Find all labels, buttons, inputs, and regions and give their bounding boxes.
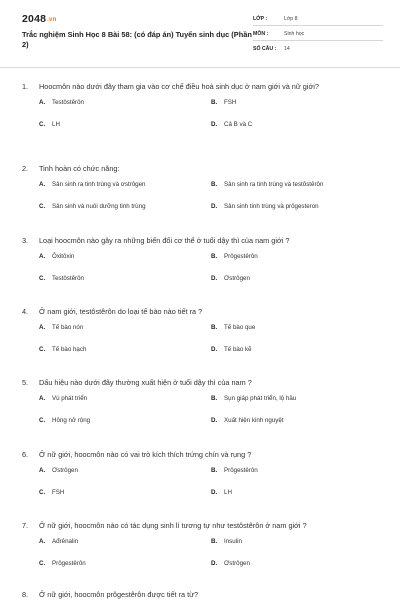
option-b[interactable]: B. Sản sinh ra tinh trùng và testôstêrôn	[211, 180, 324, 188]
question-number: 6.	[22, 450, 29, 459]
option-b[interactable]: B. Tế bào que	[211, 323, 256, 331]
question-stem	[22, 164, 382, 175]
option-b[interactable]: B. Sụn giáp phát triển, lộ hầu	[211, 394, 297, 402]
answer-options	[22, 253, 382, 293]
option-c[interactable]: C. Hông nở rộng	[39, 416, 91, 424]
question-number: 1.	[22, 82, 29, 91]
answer-options	[22, 99, 382, 139]
question-stem	[22, 307, 382, 318]
document-title: Trắc nghiệm Sinh Học 8 Bài 58: (có đáp án) Tuyển sinh dục (Phần 2)	[22, 30, 252, 49]
option-d[interactable]: D. LH	[211, 488, 232, 496]
option-d[interactable]: D. Sản sinh tinh trùng và prôgesteron	[211, 202, 319, 210]
option-b[interactable]: B. Insulin	[211, 537, 242, 545]
meta-value: Lớp 8	[284, 16, 298, 22]
option-c[interactable]: C. Tế bào hạch	[39, 345, 87, 353]
question-stem	[22, 378, 382, 389]
question-4	[22, 307, 382, 364]
logo-text: 2048	[22, 13, 47, 25]
option-c[interactable]: C. LH	[39, 120, 60, 128]
option-d[interactable]: D. Ơstrôgen	[211, 559, 250, 567]
meta-label: LỚP :	[253, 16, 268, 22]
option-d[interactable]: D. Ơstrôgen	[211, 274, 250, 282]
option-a[interactable]: A. Testôstêrôn	[39, 98, 84, 106]
document-header	[0, 0, 400, 68]
question-number: 3.	[22, 236, 29, 245]
option-b[interactable]: B. Prôgestêrôn	[211, 252, 258, 260]
site-logo[interactable]	[22, 13, 56, 25]
question-6	[22, 450, 382, 507]
question-stem	[22, 236, 382, 247]
question-number: 2.	[22, 164, 29, 173]
option-d[interactable]: D. Cả B và C	[211, 120, 253, 128]
answer-options	[22, 324, 382, 364]
question-number: 8.	[22, 590, 29, 599]
meta-subject	[253, 27, 383, 41]
question-number: 4.	[22, 307, 29, 316]
answer-options	[22, 395, 382, 435]
question-stem	[22, 450, 382, 461]
question-number: 5.	[22, 378, 29, 387]
option-c[interactable]: C. Testôstêrôn	[39, 274, 84, 282]
option-a[interactable]: A. Ơstrôgen	[39, 466, 78, 474]
question-stem	[22, 82, 382, 93]
meta-question-count	[253, 42, 383, 56]
question-text: Ở nữ giới, hoocmôn prôgestêrôn được tiết ra từ?	[39, 590, 199, 599]
option-b[interactable]: B. Prôgestêrôn	[211, 466, 258, 474]
answer-options	[22, 181, 382, 221]
question-stem	[22, 590, 382, 600]
option-a[interactable]: A. Sản sinh ra tinh trùng và ơstrôgen	[39, 180, 146, 188]
meta-value: 14	[284, 46, 290, 52]
meta-class	[253, 12, 383, 26]
question-text: Ở nam giới, testôstêrôn do loại tế bào nào tiết ra ?	[39, 307, 203, 316]
question-number: 7.	[22, 521, 29, 530]
question-1	[22, 82, 382, 139]
question-text: Ở nữ giới, hoocmôn nào có vai trò kích thích trứng chín và rụng ?	[39, 450, 252, 459]
option-d[interactable]: D. Xuất hiện kinh nguyệt	[211, 416, 284, 424]
question-5	[22, 378, 382, 435]
option-a[interactable]: A. Vú phát triển	[39, 394, 88, 402]
option-c[interactable]: C. Prôgestêrôn	[39, 559, 86, 567]
option-a[interactable]: A. Ađrênalin	[39, 537, 79, 545]
question-text: Hoocmôn nào dưới đây tham gia vào cơ chế điều hoà sinh dục ở nam giới và nữ giới?	[39, 82, 319, 91]
question-text: Loại hoocmôn nào gây ra những biến đổi cơ thể ở tuổi dậy thì của nam giới ?	[39, 236, 290, 245]
option-c[interactable]: C. Sản sinh và nuôi dưỡng tinh trùng	[39, 202, 146, 210]
question-3	[22, 236, 382, 293]
question-text: Ở nữ giới, hoocmôn nào có tác dụng sinh lí tương tự như testôstêrôn ở nam giới ?	[39, 521, 307, 530]
meta-value: Sinh học	[284, 31, 305, 37]
question-text: Tinh hoàn có chức năng:	[39, 164, 120, 173]
option-a[interactable]: A. Tế bào nón	[39, 323, 84, 331]
answer-options	[22, 538, 382, 578]
question-stem	[22, 521, 382, 532]
option-c[interactable]: C. FSH	[39, 488, 65, 496]
option-a[interactable]: A. Ôxitôxin	[39, 252, 75, 260]
meta-label: SỐ CÂU :	[253, 46, 277, 52]
meta-label: MÔN :	[253, 31, 269, 37]
logo-suffix: .vn	[47, 17, 57, 23]
option-b[interactable]: B. FSH	[211, 98, 237, 106]
option-d[interactable]: D. Tế bào kẽ	[211, 345, 252, 353]
question-2	[22, 164, 382, 221]
question-text: Dấu hiệu nào dưới đây thường xuất hiện ở tuổi dậy thì của nam ?	[39, 378, 252, 387]
question-7	[22, 521, 382, 578]
question-8	[22, 590, 382, 600]
answer-options	[22, 467, 382, 507]
